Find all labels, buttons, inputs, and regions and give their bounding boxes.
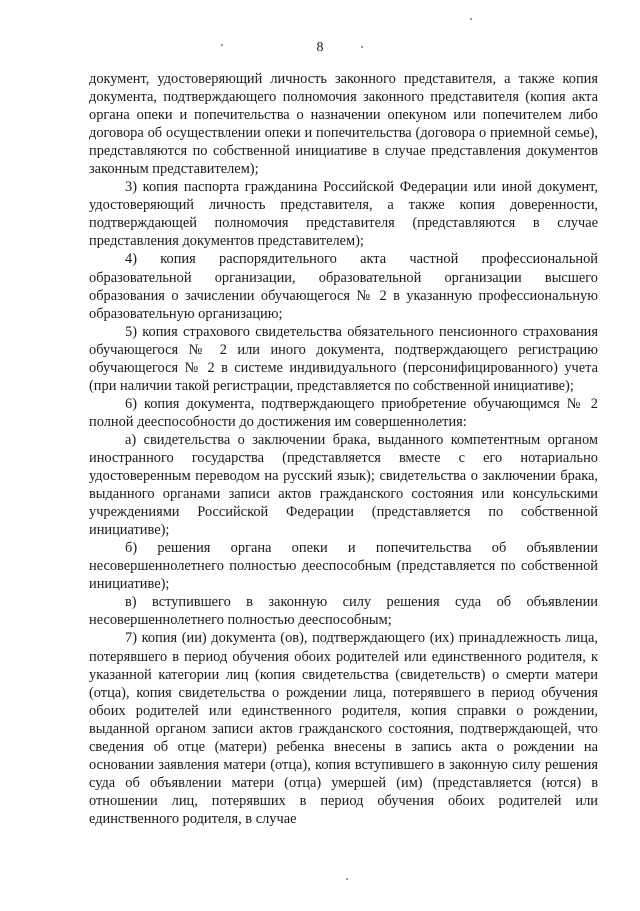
paragraph-5: 6) копия документа, подтверждающего приобретение обучающимся № 2 полной дееспособности до достижения им совершеннолетия: <box>89 395 598 430</box>
paragraph-2: 3) копия паспорта гражданина Российской Федерации или иной документ, удостоверяющий личность представителя, а также копия доверенности, подтверждающей полномочия представителя (представляются в случае представления документов представителем); <box>89 179 598 250</box>
paragraph-1: документ, удостоверяющий личность законного представителя, а также копия документа, подтверждающего полномочия законного представителя (копия акта органа опеки и попечительства о назначении опекуном или попечителем либо договора об осуществлении опеки и попечительства (договора о приемной семье), представляются по собственной инициативе в случае представления документов законным представителем); <box>89 71 598 178</box>
document-body <box>89 70 598 828</box>
scan-speck <box>470 18 472 20</box>
paragraph-7: б) решения органа опеки и попечительства об объявлении несовершеннолетнего полностью дееспособным (представляется по собственной инициативе); <box>89 540 598 593</box>
paragraph-8: в) вступившего в законную силу решения суда об объявлении несовершеннолетнего полностью дееспособным; <box>89 594 598 629</box>
scan-speck <box>361 46 363 48</box>
paragraph-6: а) свидетельства о заключении брака, выданного компетентным органом иностранного государства (представляется вместе с его нотариально удостоверенным переводом на русский язык); свидетельства о заключении брака, выданного органами записи актов гражданского состояния или консульскими учреждениями Российской Федерации (представляется по собственной инициативе); <box>89 431 598 539</box>
page-number: 8 <box>316 40 324 55</box>
paragraph-4: 5) копия страхового свидетельства обязательного пенсионного страхования обучающегося № 2 или иного документа, подтверждающего регистрацию обучающегося № 2 в системе индивидуального (персонифицированного) учета (при наличии такой регистрации, представляется по собственной инициативе); <box>89 323 598 394</box>
scan-speck <box>346 878 348 880</box>
scan-speck <box>221 44 223 46</box>
paragraph-9: 7) копия (ии) документа (ов), подтверждающего (их) принадлежность лица, потерявшего в период обучения обоих родителей или единственного родителя, к указанной категории лиц (копия свидетельства (свидетельств) о смерти матери (отца), копия свидетельства о рождении лица, потерявшего в период обучения обоих родителей или единственного родителя, копия справки о рождении, выданной органом записи актов гражданского состояния, подтверждающей, что сведения об отце (матери) ребенка внесены в запись акта о рождении на основании заявления матери (отца), копия вступившего в законную силу решения суда об объявлении матери (отца) умершей (им) (представляется (ются) в отношении лиц, потерявших в период обучения обоих родителей или единственного родителя, в случае <box>89 630 598 827</box>
paragraph-3: 4) копия распорядительного акта частной профессиональной образовательной организации, образовательной организации высшего образования о зачислении обучающегося № 2 в указанную профессиональную образовательную организацию; <box>89 251 598 322</box>
